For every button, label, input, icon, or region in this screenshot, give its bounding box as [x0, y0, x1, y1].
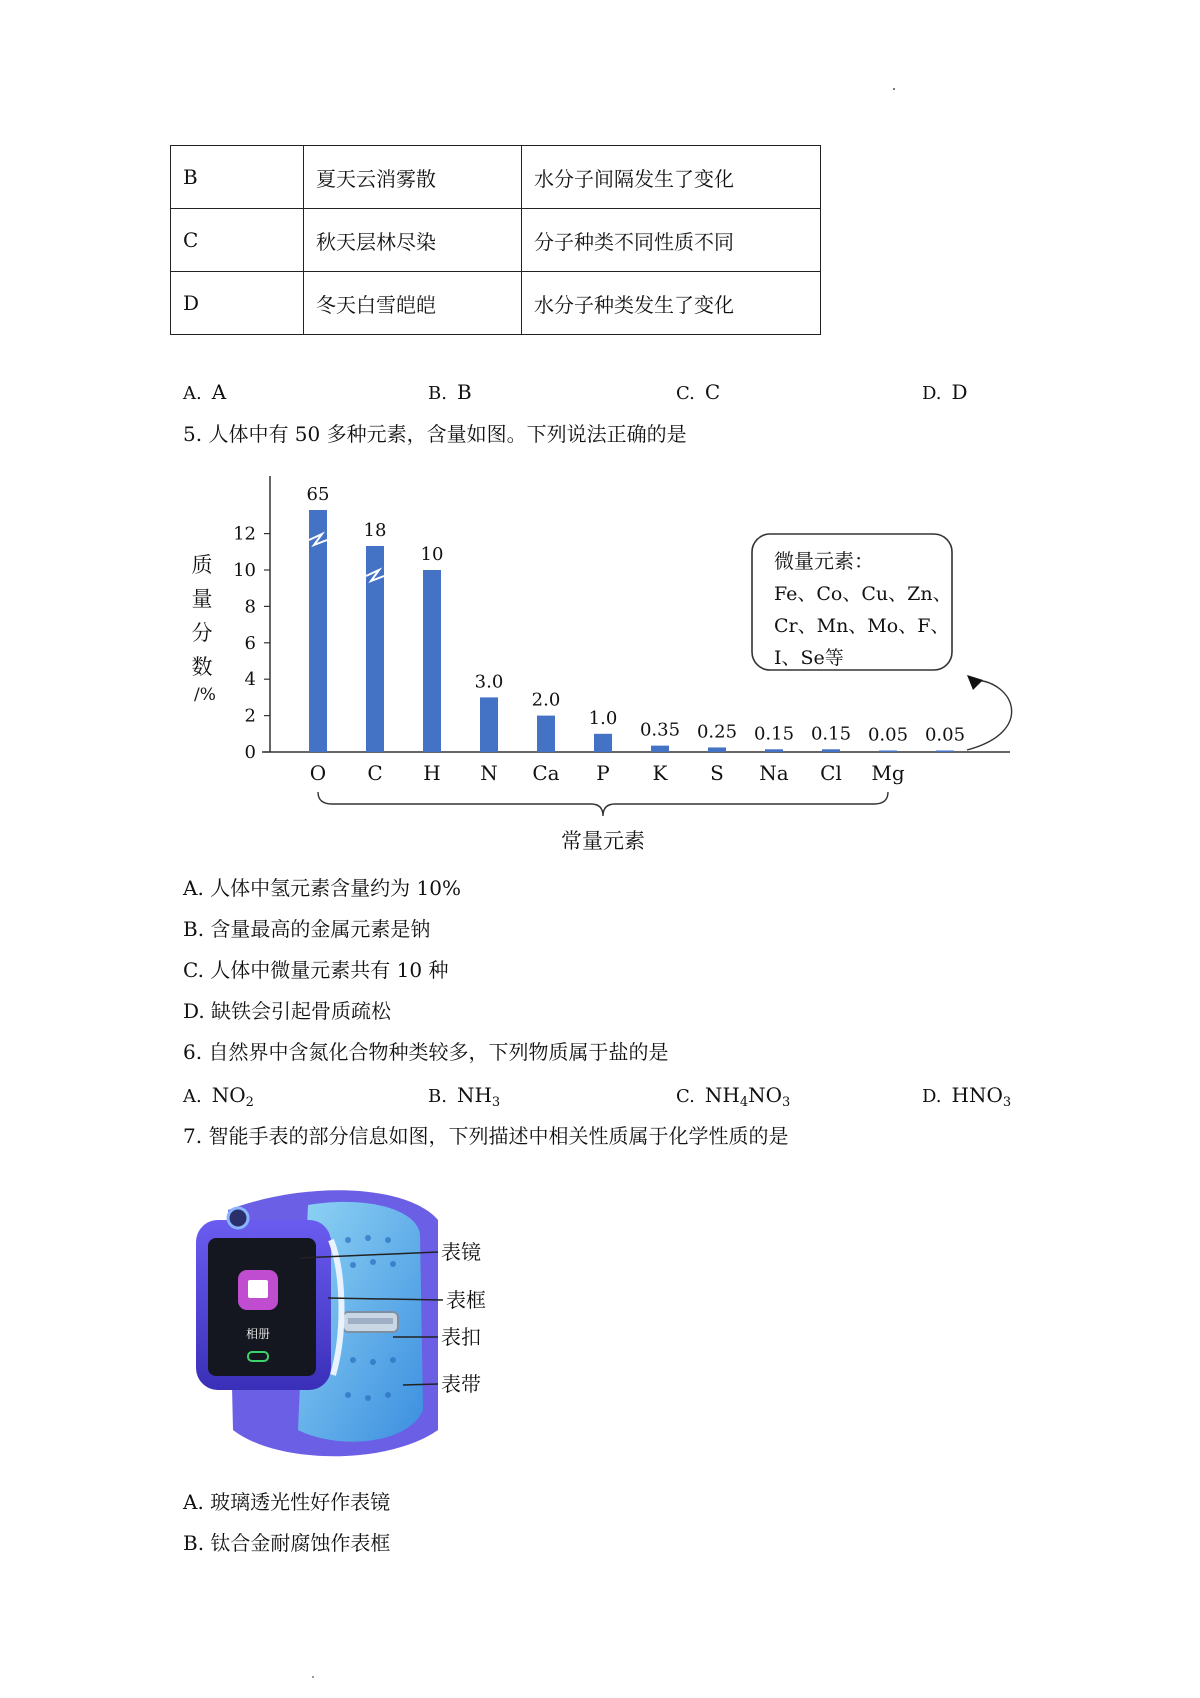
- bar-O: [309, 510, 327, 752]
- bar-value-label: 0.25: [696, 721, 738, 743]
- table-row: [171, 209, 821, 272]
- x-tick-label: K: [652, 761, 668, 785]
- callout-title: 微量元素：: [774, 549, 874, 573]
- bar-N: [480, 697, 498, 752]
- callout-line: Cr、Mn、Mo、F、: [774, 615, 950, 637]
- q6-option-b[interactable]: B. $NH_3$: [428, 1083, 501, 1110]
- q5-option-b[interactable]: B. 含量最高的金属元素是钠: [183, 917, 431, 941]
- y-tick-label: 12: [233, 523, 256, 545]
- y-tick-label: 10: [233, 560, 256, 581]
- table-row: [171, 272, 821, 335]
- bar-P: [594, 734, 612, 752]
- q5-stem: 5. 人体中有 50 多种元素，含量如图。下列说法正确的是: [183, 422, 687, 446]
- x-tick-label: P: [596, 761, 610, 785]
- table-cell-explanation: 分子种类不同性质不同: [522, 209, 821, 272]
- q4-option-c[interactable]: C. C: [676, 380, 721, 404]
- bar-extra: [936, 751, 954, 753]
- x-tick-label: Cl: [820, 761, 842, 785]
- watch-label-lens: 表镜: [441, 1240, 481, 1264]
- y-axis-label: 质: [191, 553, 213, 577]
- page-dot: [312, 1676, 314, 1678]
- page-dot: [893, 88, 895, 90]
- bar-S: [708, 747, 726, 752]
- callout-line: I、Se等: [774, 647, 844, 669]
- bar-value-label: 0.05: [924, 724, 966, 746]
- brace-label: 常量元素: [561, 829, 645, 853]
- q6-stem: 6. 自然界中含氮化合物种类较多，下列物质属于盐的是: [183, 1040, 669, 1064]
- bar-value-label: 1.0: [588, 707, 618, 729]
- screen-app-label: 相册: [245, 1327, 271, 1341]
- y-axis-label: 分: [191, 621, 213, 645]
- bar-Na: [765, 749, 783, 752]
- x-tick-label: C: [367, 761, 383, 785]
- q4-option-d[interactable]: D. D: [922, 380, 968, 404]
- watch-camera: [228, 1208, 248, 1228]
- q6-option-a[interactable]: A. $NO_2$: [183, 1083, 254, 1110]
- bar-H: [423, 570, 441, 752]
- element-content-bar-chart: [0, 470, 1050, 860]
- watch-label-buckle: 表扣: [441, 1325, 481, 1349]
- bar-value-label: 0.15: [753, 723, 795, 745]
- bar-Cl: [822, 749, 840, 752]
- bar-value-label: 65: [306, 484, 330, 505]
- y-tick-label: 6: [244, 632, 256, 654]
- bar-value-label: 18: [363, 520, 387, 541]
- table-cell-explanation: 水分子间隔发生了变化: [522, 146, 821, 209]
- callout-arrow: [967, 680, 1012, 750]
- bar-K: [651, 746, 669, 752]
- q4-table: [170, 145, 821, 335]
- x-tick-label: H: [423, 761, 441, 785]
- table-cell-phenomenon: 秋天层林尽染: [304, 209, 522, 272]
- y-tick-label: 8: [244, 596, 256, 618]
- smart-watch-illustration: [188, 1180, 538, 1465]
- y-tick-label: 0: [244, 742, 256, 763]
- y-axis-unit: /%: [194, 685, 216, 705]
- table-cell-explanation: 水分子种类发生了变化: [522, 272, 821, 335]
- callout-line: Fe、Co、Cu、Zn、: [774, 583, 952, 605]
- x-tick-label: Ca: [532, 761, 560, 785]
- x-tick-label: N: [480, 761, 498, 785]
- bar-value-label: 3.0: [474, 671, 504, 693]
- q4-option-a[interactable]: A. A: [183, 380, 227, 404]
- bar-value-label: 0.05: [867, 724, 909, 746]
- watch-label-band: 表带: [441, 1372, 481, 1396]
- watch-label-bezel: 表框: [446, 1288, 486, 1312]
- x-tick-label: Mg: [871, 761, 905, 785]
- table-cell-letter: D: [171, 272, 304, 335]
- bar-Ca: [537, 716, 555, 752]
- brace: [318, 792, 888, 816]
- y-axis-label: 量: [191, 587, 213, 611]
- q5-option-a[interactable]: A. 人体中氢元素含量约为 10%: [183, 876, 461, 900]
- q6-option-c[interactable]: C. $NH_4NO_3$: [676, 1083, 791, 1110]
- x-tick-label: Na: [759, 761, 789, 785]
- bar-Mg: [879, 751, 897, 753]
- y-tick-label: 2: [244, 705, 256, 727]
- y-axis-label: 数: [191, 655, 213, 679]
- bar-value-label: 10: [420, 544, 444, 565]
- q7-stem: 7. 智能手表的部分信息如图，下列描述中相关性质属于化学性质的是: [183, 1124, 789, 1148]
- q7-option-a[interactable]: A. 玻璃透光性好作表镜: [183, 1490, 391, 1514]
- q7-option-b[interactable]: B. 钛合金耐腐蚀作表框: [183, 1531, 391, 1555]
- q5-option-d[interactable]: D. 缺铁会引起骨质疏松: [183, 999, 392, 1023]
- y-tick-label: 4: [244, 669, 256, 691]
- table-cell-letter: B: [171, 146, 304, 209]
- table-cell-letter: C: [171, 209, 304, 272]
- q4-option-b[interactable]: B. B: [428, 380, 472, 404]
- table-cell-phenomenon: 夏天云消雾散: [304, 146, 522, 209]
- bar-value-label: 0.35: [639, 719, 681, 741]
- table-cell-phenomenon: 冬天白雪皑皑: [304, 272, 522, 335]
- callout-arrowhead: [967, 675, 983, 690]
- table-row: [171, 146, 821, 209]
- bar-value-label: 2.0: [531, 689, 561, 711]
- x-tick-label: O: [309, 761, 327, 785]
- q6-option-d[interactable]: D. $HNO_3$: [922, 1083, 1012, 1110]
- q5-option-c[interactable]: C. 人体中微量元素共有 10 种: [183, 958, 449, 982]
- x-tick-label: S: [710, 761, 724, 785]
- bar-value-label: 0.15: [810, 723, 852, 745]
